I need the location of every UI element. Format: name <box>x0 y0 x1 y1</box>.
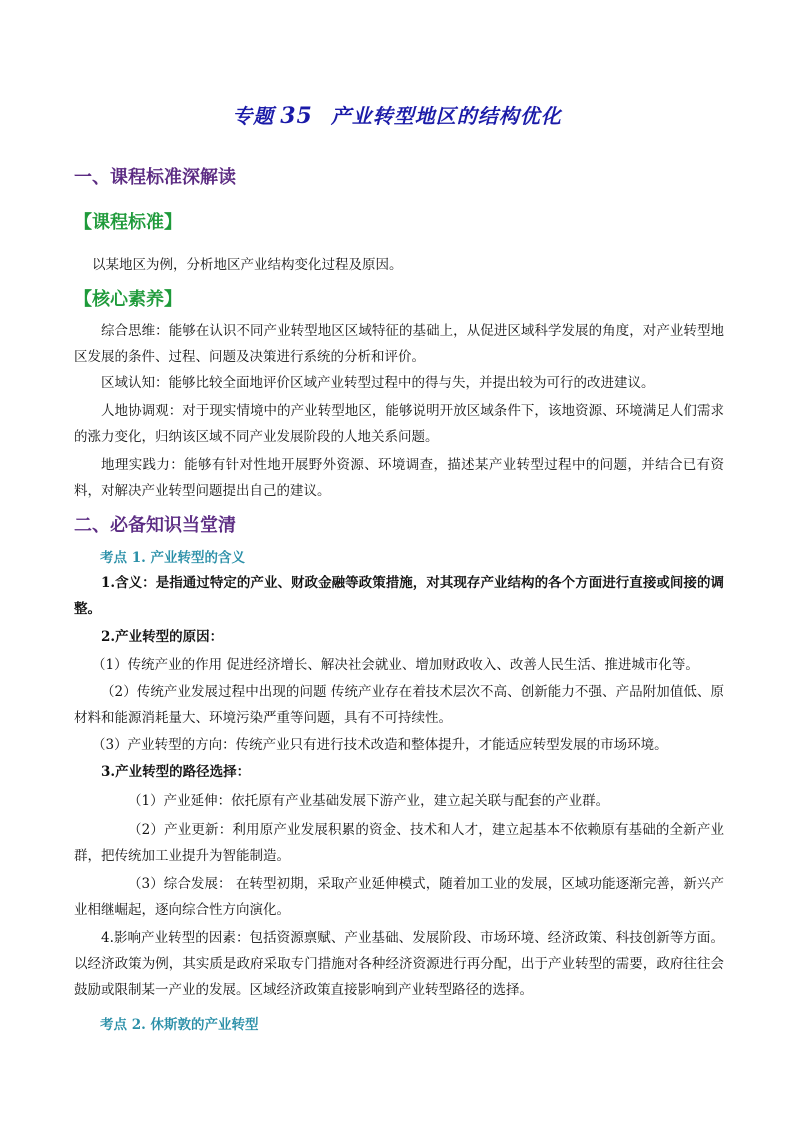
standard-label: 【课程标准】 <box>74 212 182 233</box>
item-4: 4.影响产业转型的因素：包括资源禀赋、产业基础、发展阶段、市场环境、经济政策、科技创新等方面。以经济政策为例，其实质是政府采取专门措施对各种经济资源进行再分配，出于产业转型的需要，政府往往会鼓励或限制某一产业的发展。区域经济政策直接影响到产业转型路径的选择。 <box>74 930 724 998</box>
title-main: 产业转型地区的结构优化 <box>330 104 562 128</box>
literacy-label: 【核心素养】 <box>74 289 182 310</box>
page-title <box>0 100 794 129</box>
item-3-1: （1）产业延伸：依托原有产业基础发展下游产业，建立起关联与配套的产业群。 <box>128 793 610 809</box>
item-3-3: （3）综合发展： 在转型初期，采取产业延伸模式，随着加工业的发展，区域功能逐渐完善，新兴产业相继崛起，逐向综合性方向演化。 <box>74 876 724 918</box>
literacy-paragraph-1: 综合思维：能够在认识不同产业转型地区区域特征的基础上，从促进区域科学发展的角度，对产业转型地区发展的条件、过程、问题及决策进行系统的分析和评价。 <box>74 323 724 365</box>
item-2: 2.产业转型的原因： <box>101 629 224 645</box>
title-prefix: 专题 <box>232 104 275 128</box>
item-3: 3.产业转型的路径选择： <box>101 764 251 780</box>
item-2-3: （3）产业转型的方向：传统产业只有进行技术改造和整体提升，才能适应转型发展的市场环境。 <box>92 737 668 753</box>
item-1: 1.含义：是指通过特定的产业、财政金融等政策措施，对其现存产业结构的各个方面进行直接或间接的调整。 <box>74 575 724 617</box>
kaodian-2: 考点 2. 休斯敦的产业转型 <box>100 1017 259 1033</box>
item-2-1: （1）传统产业的作用 促进经济增长、解决社会就业、增加财政收入、改善人民生活、推进城市化等。 <box>92 657 699 673</box>
item-3-2: （2）产业更新：利用原产业发展积累的资金、技术和人才，建立起基本不依赖原有基础的全新产业群，把传统加工业提升为智能制造。 <box>74 822 724 864</box>
literacy-paragraph-2: 区域认知：能够比较全面地评价区域产业转型过程中的得与失，并提出较为可行的改进建议。 <box>101 375 655 391</box>
item-2-2: （2）传统产业发展过程中出现的问题 传统产业存在着技术层次不高、创新能力不强、产品附加值低、原材料和能源消耗量大、环境污染严重等问题，具有不可持续性。 <box>74 684 724 726</box>
section1-heading: 一、课程标准深解读 <box>74 167 236 188</box>
standard-text: 以某地区为例，分析地区产业结构变化过程及原因。 <box>92 257 403 273</box>
kaodian-1: 考点 1. 产业转型的含义 <box>100 550 245 566</box>
literacy-paragraph-4: 地理实践力：能够有针对性地开展野外资源、环境调查，描述某产业转型过程中的问题，并结合已有资料，对解决产业转型问题提出自己的建议。 <box>74 457 724 499</box>
title-number: 35 <box>280 103 313 129</box>
literacy-paragraph-3: 人地协调观：对于现实情境中的产业转型地区，能够说明开放区域条件下，该地资源、环境满足人们需求的涨力变化，归纳该区域不同产业发展阶段的人地关系问题。 <box>74 403 724 445</box>
section2-heading: 二、必备知识当堂清 <box>74 515 236 536</box>
